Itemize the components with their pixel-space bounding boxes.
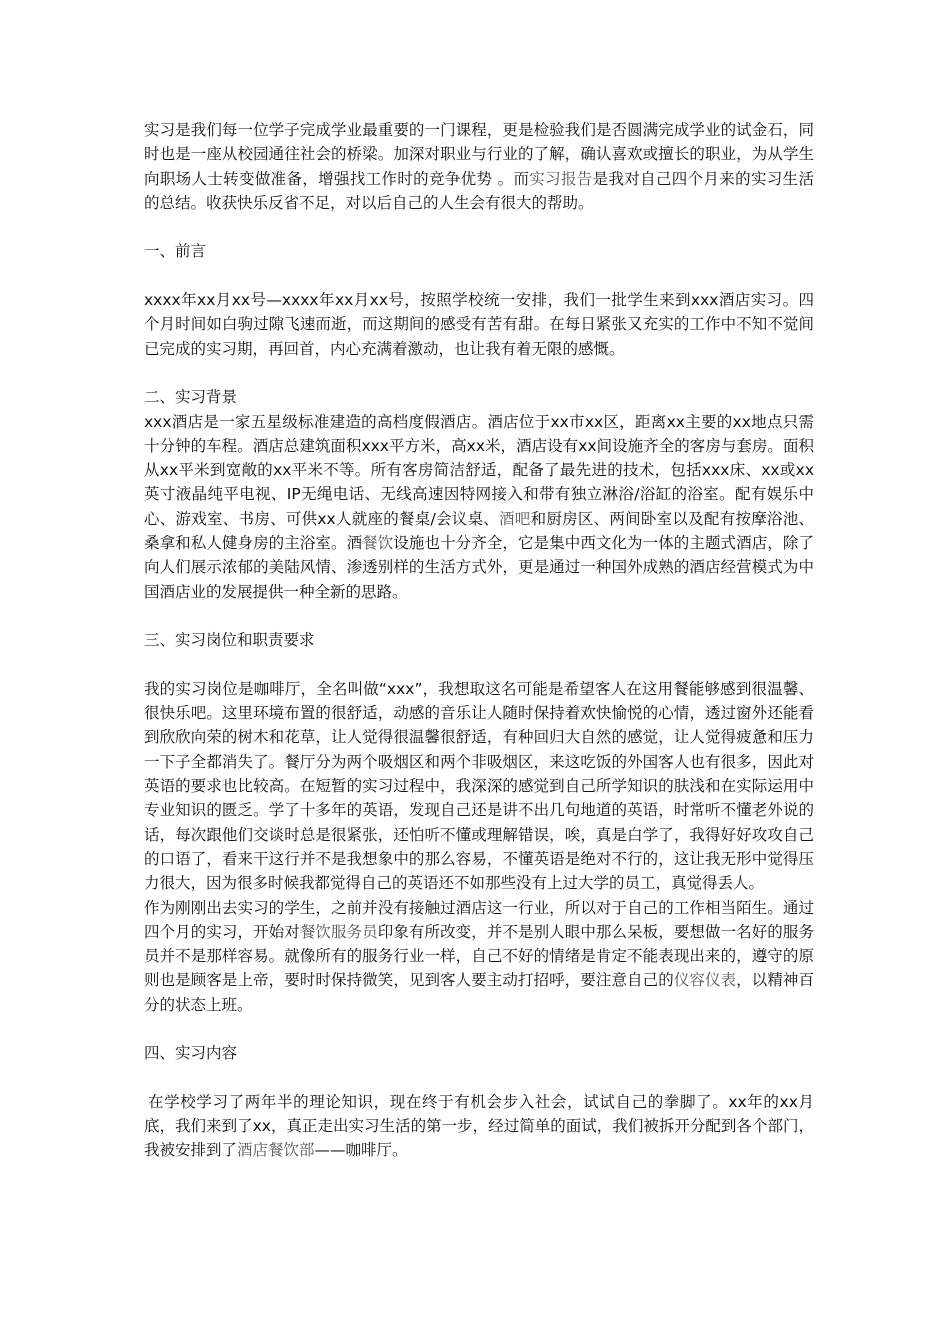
section-heading-position: 三、实习岗位和职责要求 — [144, 631, 315, 650]
position-text-mid: 印象有所改变，并不是别人眼中那么呆板，要想做一名好的服务员并不是那样容易。就像所有的服务行业一样，自己不好的情绪是肯定不能表现出来的，遵守的原则也是顾客是上帝，要时时保持微笑，见到客人要主动打招呼，要注意自己的 — [144, 922, 814, 990]
position-text-end: ，以精神百分的状态上班。 — [144, 971, 814, 1014]
spacer — [144, 264, 814, 288]
intro-text: 实习是我们每一位学子完成学业最重要的一门课程，更是检验我们是否圆满完成学业的试金石，同时也是一座从校园通往社会的桥梁。加深对职业与行业的了解，确认喜欢或擅长的职业，为从学生向职场人士转变做准备，增强找工作时的竞争优势 。而 — [144, 121, 814, 188]
bar-link[interactable]: 酒吧 — [499, 509, 531, 528]
position-paragraph-1: 我的实习岗位是咖啡厅，全名叫做“xxx”，我想取这名可能是希望客人在这用餐能够感到很温馨、很快乐吧。这里环境布置的很舒适，动感的音乐让人随时保持着欢快愉悦的心情，透过窗外还能看到欣欣向荣的树木和花草，让人觉得很温馨很舒适，有种回归大自然的感觉，让人觉得疲惫和压力一下子全都消失了。餐厅分为两个吸烟区和两个非吸烟区，来这吃饭的外国客人也有很多，因此对英语的要求也比较高。在短暂的实习过程中，我深深的感觉到自己所学知识的肤浅和在实际运用中专业知识的匮乏。学了十多年的英语，发现自己还是讲不出几句地道的英语，时常听不懂老外说的话，每次跟他们交谈时总是很紧张，还怕听不懂或理解错误，唉，真是白学了，我得好好攻攻自己的口语了，看来干这行并不是我想象中的那么容易，不懂英语是绝对不行的，这让我无形中觉得压力很大，因为很多时候我都觉得自己的英语还不如那些没有上过大学的员工，真觉得丢人。 — [144, 679, 814, 893]
spacer — [144, 1066, 814, 1090]
section-heading-preface: 一、前言 — [144, 242, 207, 261]
waiter-link[interactable]: 餐饮服务员 — [299, 922, 378, 941]
intro-paragraph — [144, 118, 814, 215]
spacer — [144, 361, 814, 385]
section-heading-background: 二、实习背景 — [144, 388, 238, 407]
spacer — [144, 215, 814, 239]
spacer — [144, 604, 814, 628]
internship-report-link[interactable]: 实习报告 — [529, 169, 593, 188]
preface-paragraph: xxxx年xx月xx号—xxxx年xx月xx号，按照学校统一安排，我们一批学生来到xxx酒店实习。四个月时间如白驹过隙飞速而逝，而这期间的感受有苦有甜。在每日紧张又充实的工作中不知不觉间已完成的实习期，再回首，内心充满着激动，也让我有着无限的感慨。 — [144, 291, 814, 358]
appearance-link[interactable]: 仪容仪表 — [673, 971, 737, 990]
content-text-end: ——咖啡厅。 — [314, 1141, 408, 1160]
spacer — [144, 653, 814, 677]
document-page — [144, 118, 814, 1163]
background-text-mid: 和厨房区、两间卧室以及配有按摩浴池、桑拿和私人健身房的主浴室。酒 — [144, 509, 814, 553]
spacer — [144, 1017, 814, 1041]
position-text: 作为刚刚出去实习的学生，之前并没有接触过酒店这一行业，所以对于自己的工作相当陌生。通过四个月的实习，开始对 — [144, 898, 814, 941]
background-text: xxx酒店是一家五星级标准建造的高档度假酒店。酒店位于xx市xx区，距离xx主要的xx地点只需十分钟的车程。酒店总建筑面积xxx平方米，高xx米，酒店设有xx间设施齐全的客房与套房。面积从xx平米到宽敞的xx平米不等。所有客房简洁舒适，配备了最先进的技术，包括xxx床、xx或xx英寸液晶纯平电视、IP无绳电话、无线高速因特网接入和带有独立淋浴/浴缸的浴室。配有娱乐中心、游戏室、书房、可供xx人就座的餐桌/会议桌、 — [144, 412, 814, 528]
content-paragraph — [144, 1090, 814, 1163]
hotel-catering-link[interactable]: 酒店餐饮部 — [237, 1141, 315, 1160]
section-heading-content: 四、实习内容 — [144, 1044, 238, 1063]
content-text: 在学校学习了两年半的理论知识，现在终于有机会步入社会，试试自己的拳脚了。xx年的xx月底，我们来到了xx，真正走出实习生活的第一步，经过简单的面试，我们被拆开分配到各个部门，我被安排到了 — [144, 1092, 814, 1160]
background-text-end: 设施也十分齐全，它是集中西文化为一体的主题式酒店，除了向人们展示浓郁的美陆风情、渗透别样的生活方式外，更是通过一种国外成熟的酒店经营模式为中国酒店业的发展提供一种全新的思路。 — [144, 534, 814, 601]
intro-text-end: 是我对自己四个月来的实习生活的总结。收获快乐反省不足，对以后自己的人生会有很大的帮助。 — [144, 169, 814, 212]
background-paragraph — [144, 410, 814, 604]
position-paragraph-2 — [144, 896, 814, 1017]
catering-link[interactable]: 餐饮 — [362, 534, 394, 553]
